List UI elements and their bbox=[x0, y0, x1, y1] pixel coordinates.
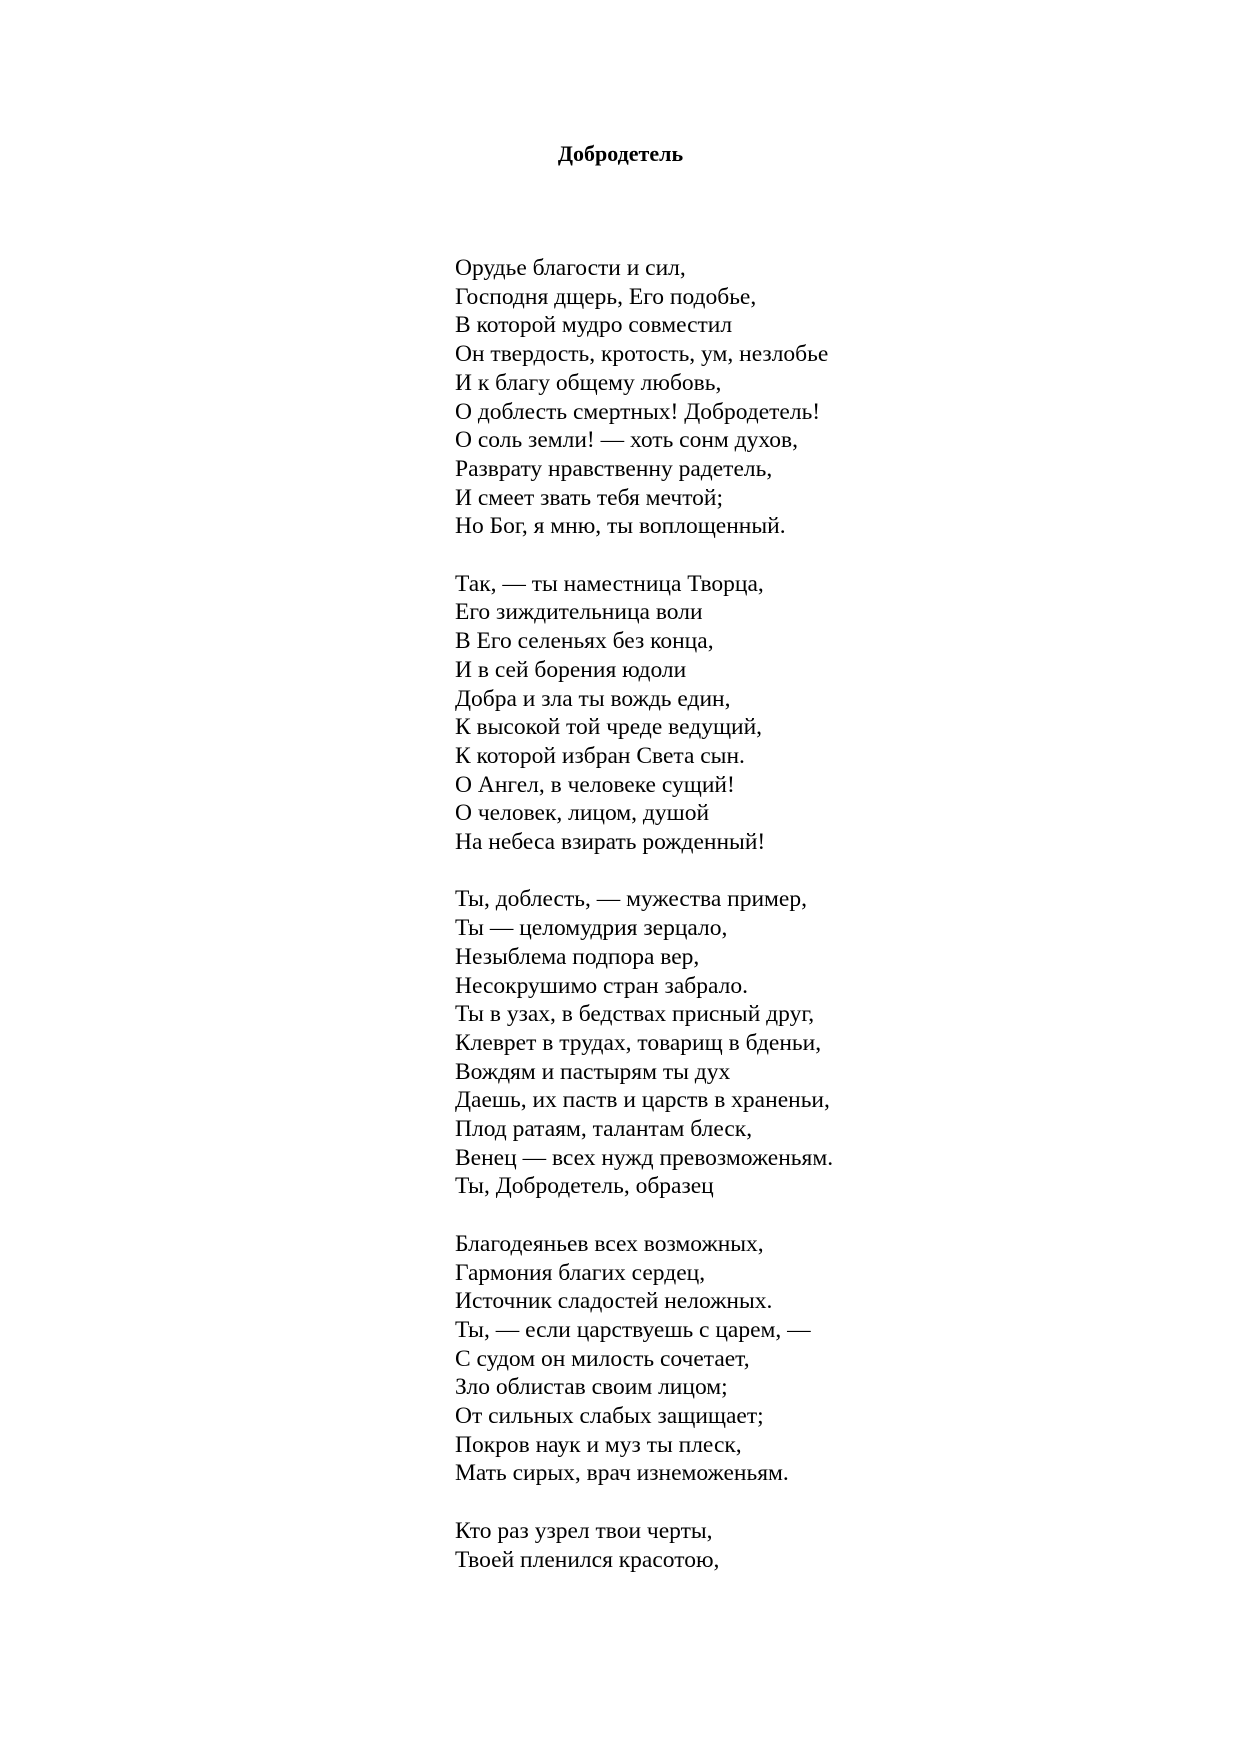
poem-line: Ты, Добродетель, образец bbox=[455, 1173, 714, 1200]
poem-line: О соль земли! — хоть сонм духов, bbox=[455, 427, 798, 454]
poem-title: Добродетель bbox=[557, 141, 684, 166]
poem-line: Ты в узах, в бедствах присный друг, bbox=[455, 1001, 815, 1028]
poem-line: Плод ратаям, талантам блеск, bbox=[455, 1116, 753, 1143]
stanza bbox=[455, 254, 1155, 541]
poem-line: К которой избран Света сын. bbox=[455, 742, 745, 769]
poem-line: И в сей борения юдоли bbox=[455, 656, 687, 683]
poem-line: Разврату нравственну радетель, bbox=[455, 455, 773, 482]
poem-line: Мать сирых, врач изнеможеньям. bbox=[455, 1460, 789, 1487]
poem-line: От сильных слабых защищает; bbox=[455, 1403, 764, 1430]
poem-line: С судом он милость сочетает, bbox=[455, 1345, 750, 1372]
poem-line: Но Бог, я мню, ты воплощенный. bbox=[455, 513, 786, 540]
stanza bbox=[455, 1517, 1155, 1574]
poem-line: Несокрушимо стран забрало. bbox=[455, 972, 748, 999]
poem-line: О доблесть смертных! Добродетель! bbox=[455, 398, 821, 425]
poem-line: Так, — ты наместница Творца, bbox=[455, 570, 764, 597]
stanza bbox=[455, 570, 1155, 857]
poem-line: Гармония благих сердец, bbox=[455, 1259, 706, 1286]
poem-line: К высокой той чреде ведущий, bbox=[455, 714, 763, 741]
poem-line: О человек, лицом, душой bbox=[455, 800, 710, 827]
poem-line: Источник сладостей неложных. bbox=[455, 1288, 773, 1315]
poem-body bbox=[455, 254, 1155, 1603]
poem-line: Благодеяньев всех возможных, bbox=[455, 1230, 764, 1257]
stanza bbox=[455, 885, 1155, 1201]
poem-line: Господня дщерь, Его подобье, bbox=[455, 283, 757, 310]
poem-line: Вождям и пастырям ты дух bbox=[455, 1058, 731, 1085]
poem-line: Незыблема подпора вер, bbox=[455, 943, 700, 970]
poem-line: Зло облистав своим лицом; bbox=[455, 1374, 728, 1401]
poem-line: Твоей пленился красотою, bbox=[455, 1546, 720, 1573]
poem-line: Он твердость, кротость, ум, незлобье bbox=[455, 341, 829, 368]
poem-line: Кто раз узрел твои черты, bbox=[455, 1517, 713, 1544]
poem-line: Венец — всех нужд превозможеньям. bbox=[455, 1144, 834, 1171]
stanza bbox=[455, 1230, 1155, 1488]
poem-line: Ты, — если царствуешь с царем, — bbox=[455, 1316, 811, 1343]
poem-line: И к благу общему любовь, bbox=[455, 369, 722, 396]
poem-line: Даешь, их паств и царств в храненьи, bbox=[455, 1087, 830, 1114]
poem-line: В которой мудро совместил bbox=[455, 312, 733, 339]
poem-line: Орудье благости и сил, bbox=[455, 255, 686, 281]
poem-line: Ты, доблесть, — мужества пример, bbox=[455, 886, 807, 913]
poem-line: И смеет звать тебя мечтой; bbox=[455, 484, 724, 511]
poem-line: На небеса взирать рожденный! bbox=[455, 829, 766, 856]
poem-line: Клеврет в трудах, товарищ в бденьи, bbox=[455, 1029, 822, 1056]
poem-line: Его зиждительница воли bbox=[455, 599, 703, 626]
poem-line: Ты — целомудрия зерцало, bbox=[455, 915, 728, 942]
poem-line: Покров наук и муз ты плеск, bbox=[455, 1431, 742, 1458]
poem-line: Добра и зла ты вождь един, bbox=[455, 685, 731, 712]
poem-line: О Ангел, в человеке сущий! bbox=[455, 771, 735, 798]
poem-line: В Его селеньях без конца, bbox=[455, 628, 714, 655]
